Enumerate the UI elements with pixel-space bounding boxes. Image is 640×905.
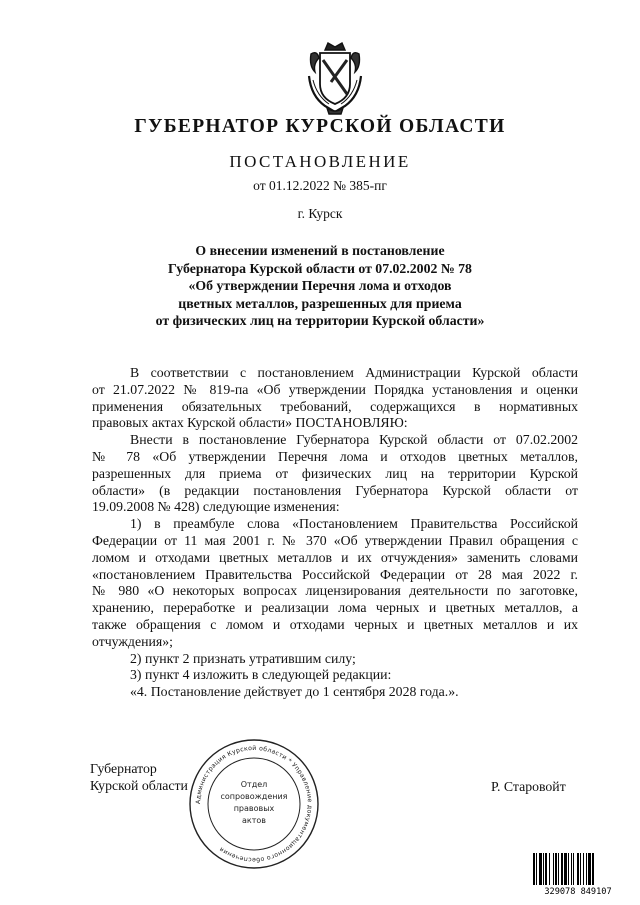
barcode-bar: [536, 853, 537, 885]
title-line: О внесении изменений в постановление: [195, 243, 445, 258]
coat-of-arms-icon: [303, 40, 367, 116]
stamp-line: Отдел: [240, 780, 268, 789]
barcode-bar: [549, 853, 550, 885]
body-line: также обращения с ломом и отходами черных и цветных металлов и их: [92, 616, 578, 632]
barcode-bar: [573, 853, 574, 885]
signatory-position-line: Губернатор: [90, 761, 157, 776]
authority-title: ГУБЕРНАТОР КУРСКОЙ ОБЛАСТИ: [134, 116, 506, 137]
barcode-bar: [555, 853, 557, 885]
title-line: «Об утверждении Перечня лома и отходов: [188, 278, 452, 293]
document-date-number: от 01.12.2022 № 385-пг: [253, 178, 387, 193]
body-line: 3) пункт 4 изложить в следующей редакции:: [130, 667, 392, 683]
body-line: отчуждения»;: [92, 633, 173, 649]
body-line: Внести в постановление Губернатора Курской области от 07.02.2002: [130, 432, 578, 448]
document-title: [0, 242, 640, 330]
barcode-bar: [592, 853, 594, 885]
official-stamp: [187, 737, 321, 871]
body-line: № 78 «Об утверждении Перечня лома и отходов цветных металлов,: [92, 448, 578, 464]
body-line: 1) в преамбуле слова «Постановлением Правительства Российской: [130, 516, 578, 532]
document-type: ПОСТАНОВЛЕНИЕ: [229, 152, 411, 171]
barcode-bar: [580, 853, 581, 885]
barcode-bar: [558, 853, 559, 885]
barcode-bar: [564, 853, 567, 885]
body-line: правовых актах Курской области» ПОСТАНОВЛЯЮ:: [92, 415, 408, 431]
barcode-bar: [577, 853, 579, 885]
stamp-line: сопровождения: [220, 792, 288, 801]
barcode-bar: [571, 853, 572, 885]
body-line: ломом и отходами цветных металлов и их отчуждения» заменить словами: [92, 549, 578, 565]
stamp-line: актов: [241, 816, 267, 825]
barcode-bar: [586, 853, 587, 885]
body-line: «4. Постановление действует до 1 сентября 2028 года.».: [130, 684, 459, 700]
stamp-line: правовых: [233, 804, 275, 813]
title-line: цветных металлов, разрешенных для приема: [178, 295, 462, 311]
title-line: Губернатора Курской области от 07.02.2002 № 78: [168, 260, 472, 276]
barcode-bar: [545, 853, 547, 885]
barcode-number: 329078 849107: [544, 887, 612, 895]
body-line: области» (в редакции постановления Губернатора Курской области от: [92, 482, 578, 498]
signatory-position: [90, 760, 188, 794]
document-city: г. Курск: [297, 206, 343, 221]
document-body: [92, 365, 578, 701]
body-line: Федерации от 11 мая 2001 г. № 370 «Об утверждении Правил обращения с: [92, 532, 578, 548]
barcode-bar: [539, 853, 542, 885]
signatory-position-line: Курской области: [90, 778, 188, 793]
barcode-bar: [583, 853, 584, 885]
body-line: № 980 «О некоторых вопросах лицензирования деятельности по заготовке,: [92, 583, 578, 599]
barcode-bar: [543, 853, 544, 885]
body-line: от 21.07.2022 № 819-па «Об утверждении Порядка установления и оценки: [92, 381, 578, 397]
title-line: от физических лиц на территории Курской области»: [155, 313, 485, 328]
barcode-bar: [553, 853, 554, 885]
body-line: применения обязательных требований, содержащихся в нормативных: [92, 398, 578, 414]
barcode: [531, 853, 625, 895]
body-line: разрешенных для приема от физических лиц на территории Курской: [92, 465, 578, 481]
barcode-bar: [568, 853, 569, 885]
body-line: хранению, переработке и реализации лома черных и цветных металлов, а: [92, 600, 578, 616]
body-line: 19.09.2008 № 428) следующие изменения:: [92, 499, 340, 515]
body-line: 2) пункт 2 признать утратившим силу;: [130, 650, 356, 666]
body-line: «постановлением Правительства Российской Федерации от 28 мая 2022 г.: [92, 566, 578, 582]
body-line: В соответствии с постановлением Администрации Курской области: [130, 365, 578, 380]
barcode-bar: [561, 853, 563, 885]
barcode-bar: [533, 853, 535, 885]
barcode-bar: [588, 853, 591, 885]
signatory-name: Р. Старовойт: [491, 779, 566, 794]
stamp-ring-text: Администрация Курской области * Управление документационного обеспечения: [194, 744, 314, 864]
